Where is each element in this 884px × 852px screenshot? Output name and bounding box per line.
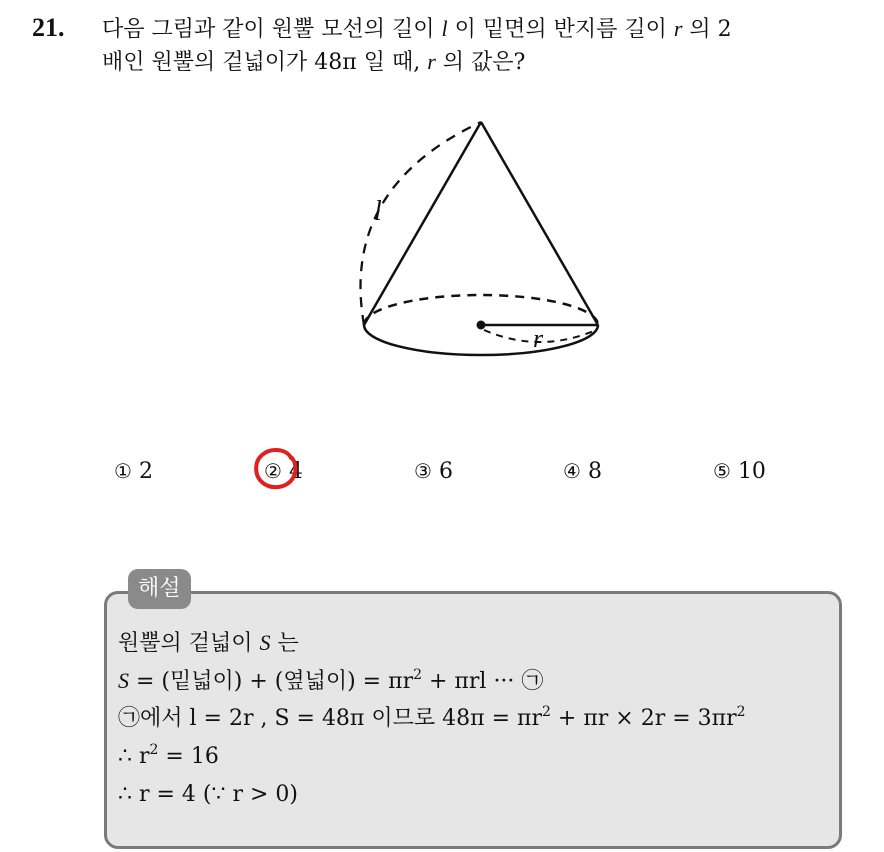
choice-mark: ① — [114, 459, 132, 483]
solution-line-2 — [118, 666, 543, 697]
variable-l: l — [441, 16, 448, 41]
choice-mark: ② — [264, 459, 282, 483]
question-text-1a: 다음 그림과 같이 원뿔 모선의 길이 — [102, 17, 442, 42]
superscript: 2 — [736, 704, 746, 720]
question-text-2b: 의 값은? — [435, 50, 526, 75]
solution-text: ∴ r — [118, 744, 150, 769]
choice-value: 4 — [288, 459, 303, 484]
solution-text: ∴ r = 4 (∵ r > 0) — [118, 782, 299, 807]
choice-mark: ③ — [414, 459, 432, 483]
label-r: r — [533, 324, 544, 353]
choice-value: 10 — [737, 459, 766, 484]
question-number: 21. — [32, 13, 65, 42]
variable-r: r — [673, 16, 683, 41]
solution-text: + πrl ··· ㉠ — [422, 669, 544, 694]
solution-line-3 — [118, 704, 746, 734]
question-line-1 — [32, 14, 732, 44]
solution-text: + πr × 2r = 3πr — [550, 706, 737, 731]
choice-4[interactable] — [563, 456, 602, 487]
solution-text: 원뿔의 겉넓이 — [118, 631, 260, 656]
question-text-1b: 이 밑면의 반지름 길이 — [447, 17, 674, 42]
variable-r: r — [427, 49, 436, 74]
choice-value: 8 — [587, 459, 602, 484]
solution-text: = 16 — [158, 744, 219, 769]
solution-text: = (밑넓이) + (옆넓이) = πr — [129, 669, 414, 694]
cone-figure — [340, 108, 620, 388]
solution-line-4 — [118, 742, 219, 772]
choice-1[interactable] — [114, 456, 153, 487]
superscript: 2 — [413, 667, 423, 683]
choice-mark: ⑤ — [713, 459, 731, 483]
question-line-2 — [102, 48, 525, 77]
choice-5[interactable] — [713, 456, 766, 487]
solution-text: 는 — [270, 631, 299, 656]
choice-mark: ④ — [563, 459, 581, 483]
solution-line-1 — [118, 628, 299, 659]
answer-circle-annotation — [251, 446, 301, 492]
question-text-1c: 의 2 — [682, 17, 732, 42]
solution-text: ㉠에서 l = 2r , S = 48π 이므로 48π = πr — [118, 706, 542, 731]
red-circle-stroke — [256, 450, 295, 487]
question-text-2a: 배인 원뿔의 겉넓이가 48π 일 때, — [102, 50, 428, 75]
variable-s: S — [118, 668, 129, 693]
superscript: 2 — [149, 742, 159, 758]
choice-3[interactable] — [414, 456, 453, 487]
choice-value: 6 — [438, 459, 453, 484]
variable-s: S — [259, 630, 271, 655]
label-l: l — [374, 196, 382, 227]
cone-right-slant — [481, 122, 598, 325]
solution-line-5 — [118, 780, 298, 810]
solution-tag: 해설 — [128, 569, 191, 609]
choice-value: 2 — [138, 459, 153, 484]
superscript: 2 — [541, 704, 551, 720]
